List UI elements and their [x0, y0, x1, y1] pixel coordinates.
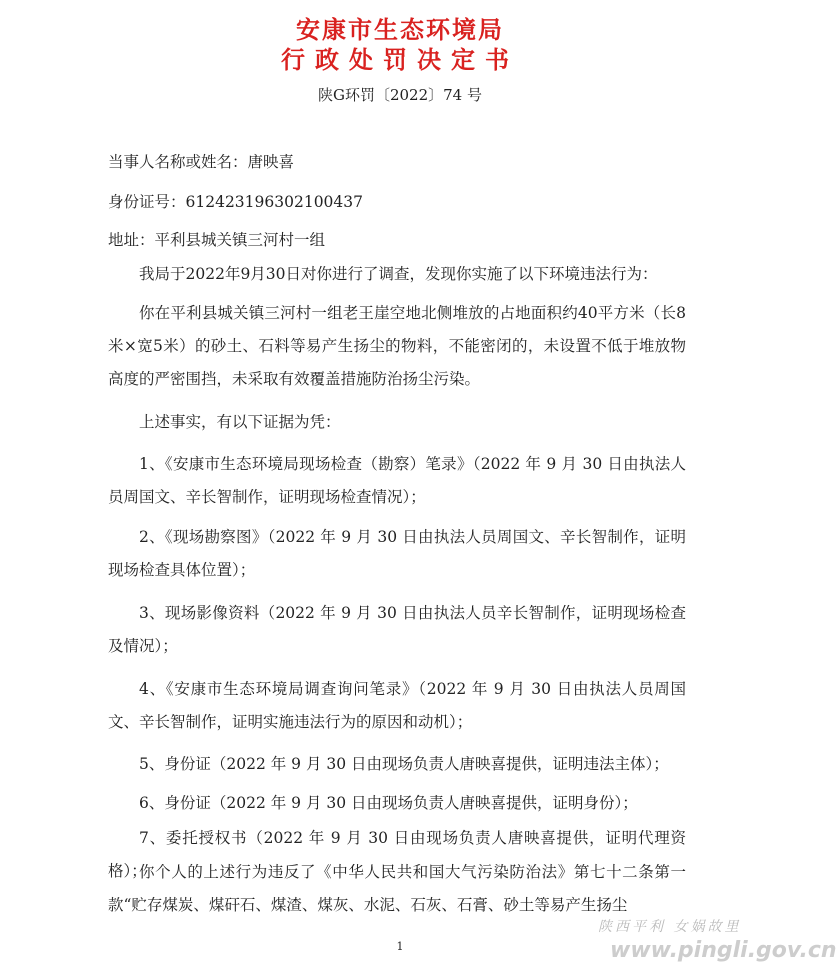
evidence-item-2: 2、《现场勘察图》（2022 年 9 月 30 日由执法人员周国文、辛长智制作，证明现场检查具体位置）； — [108, 528, 686, 579]
party-address: 地址：平利县城关镇三河村一组 — [108, 231, 326, 249]
evidence-item-5: 5、身份证（2022 年 9 月 30 日由现场负责人唐映喜提供，证明违法主体）； — [139, 755, 669, 773]
document-number: 陕G环罚〔2022〕74 号 — [317, 86, 482, 104]
evidence-intro: 上述事实，有以下证据为凭： — [139, 413, 341, 431]
evidence-item-4: 4、《安康市生态环境局调查询问笔录》（2022 年 9 月 30 日由执法人员周国文、辛长智制作，证明实施违法行为的原因和动机）； — [108, 680, 686, 731]
violation-paragraph: 你在平利县城关镇三河村一组老王崖空地北侧堆放的占地面积约40平方米（长8米×宽5米）的砂土、石料等易产生扬尘的物料，不能密闭的，未设置不低于堆放物高度的严密围挡，未采取有效覆盖措施防治扬尘污染。 — [108, 304, 686, 388]
document-title: 行政处罚决定书 — [281, 46, 519, 74]
page-number: 1 — [396, 940, 404, 953]
legal-basis-paragraph: 你个人的上述行为违反了《中华人民共和国大气污染防治法》第七十二条第一款“贮存煤炭、煤矸石、煤渣、煤灰、水泥、石灰、石膏、砂土等易产生扬尘 — [108, 863, 686, 914]
evidence-item-6: 6、身份证（2022 年 9 月 30 日由现场负责人唐映喜提供，证明身份）； — [139, 794, 638, 812]
evidence-item-3: 3、现场影像资料（2022 年 9 月 30 日由执法人员辛长智制作，证明现场检查及情况）； — [108, 604, 686, 655]
investigation-paragraph: 我局于2022年9月30日对你进行了调查，发现你实施了以下环境违法行为： — [139, 265, 658, 283]
watermark-slogan: 陕西平利 女娲故里 — [598, 919, 742, 935]
evidence-item-1: 1、《安康市生态环境局现场检查（勘察）笔录》（2022 年 9 月 30 日由执法人员周国文、辛长智制作，证明现场检查情况）； — [108, 455, 686, 506]
party-name: 当事人名称或姓名：唐映喜 — [108, 153, 295, 171]
agency-name: 安康市生态环境局 — [296, 16, 504, 44]
watermark-url: www.pingli.gov.cn — [610, 938, 837, 963]
evidence-item-7: 7、委托授权书（2022 年 9 月 30 日由现场负责人唐映喜提供，证明代理资格）； — [108, 829, 686, 880]
party-id-number: 身份证号：612423196302100437 — [108, 193, 364, 211]
